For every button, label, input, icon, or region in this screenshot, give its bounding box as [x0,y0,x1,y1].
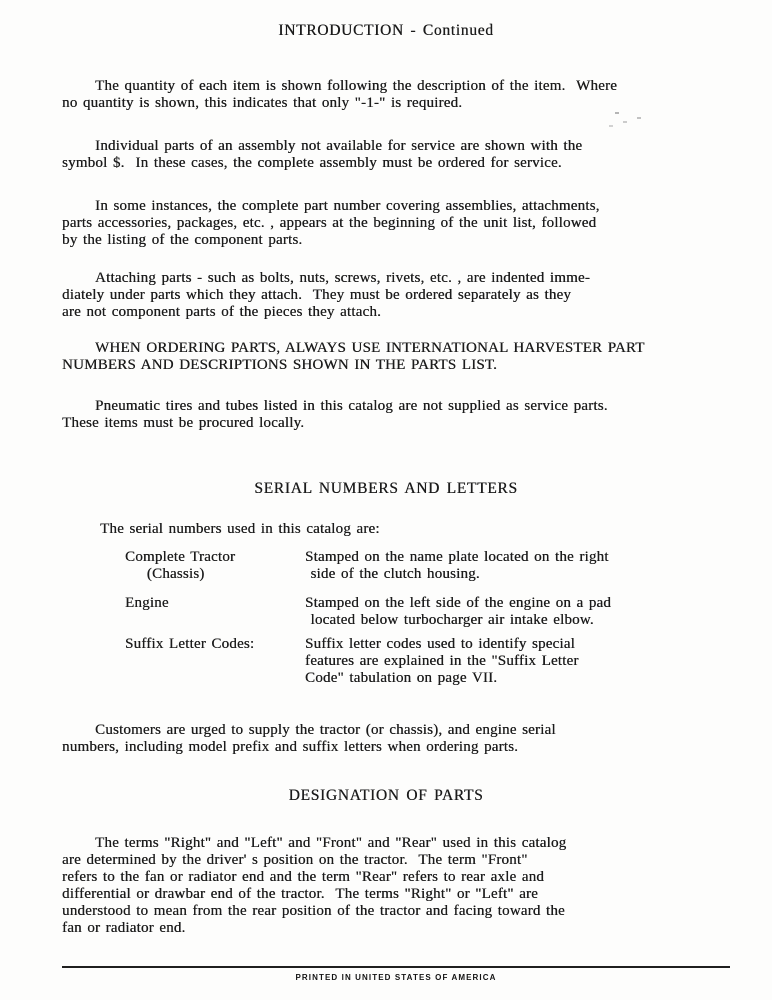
text-line: diately under parts which they attach. They must be ordered separately as they [62,287,572,303]
text-line: refers to the fan or radiator end and the term "Rear" refers to rear axle and [62,869,545,885]
printed-in-usa-note: PRINTED IN UNITED STATES OF AMERICA [295,973,497,982]
text-line: Attaching parts - such as bolts, nuts, screws, rivets, etc. , are indented imme- [95,270,590,286]
text-line: fan or radiator end. [62,920,186,936]
designation-paragraph [62,835,566,937]
intro-paragraph-partnumber [62,198,600,249]
text-line: The terms "Right" and "Left" and "Front" and "Rear" used in this catalog [95,835,567,851]
serial-closing-paragraph [62,722,556,756]
intro-paragraph-tires [62,398,608,432]
text-line: numbers, including model prefix and suffix letters when ordering parts. [62,739,519,755]
text-line: located below turbocharger air intake elbow. [305,612,594,628]
serial-numbers-lead: The serial numbers used in this catalog are: [100,521,380,537]
text-line: are determined by the driver' s position on the tractor. The term "Front" [62,852,528,868]
text-line: no quantity is shown, this indicates that only "-1-" is required. [62,95,463,111]
intro-paragraph-quantity [62,78,617,112]
serial-entry-description [305,549,609,583]
serial-entry-term [125,595,169,612]
footer-rule [62,966,730,968]
text-line: These items must be procured locally. [62,415,305,431]
text-line: Stamped on the left side of the engine on a pad [305,595,611,611]
text-line: symbol $. In these cases, the complete assembly must be ordered for service. [62,155,562,171]
text-line: WHEN ORDERING PARTS, ALWAYS USE INTERNATIONAL HARVESTER PART [95,340,645,356]
text-line: In some instances, the complete part number covering assemblies, attachments, [95,198,600,214]
text-line: features are explained in the "Suffix Letter [305,653,579,669]
text-line: are not component parts of the pieces they attach. [62,304,381,320]
text-line: understood to mean from the rear position of the tractor and facing toward the [62,903,565,919]
serial-entry-term [125,636,254,653]
intro-paragraph-ordering [62,340,645,374]
serial-entry-description [305,595,611,629]
designation-of-parts-heading: DESIGNATION OF PARTS [288,787,484,804]
serial-entry-description [305,636,579,687]
text-line: Code" tabulation on page VII. [305,670,498,686]
text-line: Individual parts of an assembly not available for service are shown with the [95,138,583,154]
text-line: by the listing of the component parts. [62,232,303,248]
scan-artifact [615,112,619,114]
intro-paragraph-attaching [62,270,590,321]
text-line: Suffix letter codes used to identify special [305,636,575,652]
text-line: differential or drawbar end of the tractor. The terms "Right" or "Left" are [62,886,538,902]
serial-entry-term [125,549,235,583]
text-line: NUMBERS AND DESCRIPTIONS SHOWN IN THE PARTS LIST. [62,357,498,373]
text-line: side of the clutch housing. [305,566,480,582]
text-line: Pneumatic tires and tubes listed in this catalog are not supplied as service parts. [95,398,608,414]
serial-numbers-heading: SERIAL NUMBERS AND LETTERS [254,480,518,497]
text-line: parts accessories, packages, etc. , appears at the beginning of the unit list, followed [62,215,597,231]
page-title: INTRODUCTION - Continued [278,22,494,39]
text-line: Customers are urged to supply the tractor (or chassis), and engine serial [95,722,556,738]
text-line: Complete Tractor [125,549,236,565]
text-line: The quantity of each item is shown following the description of the item. Where [95,78,618,94]
text-line: Suffix Letter Codes: [125,636,255,652]
text-line: (Chassis) [125,566,205,582]
text-line: Stamped on the name plate located on the right [305,549,609,565]
text-line: Engine [125,595,169,611]
intro-paragraph-symbol [62,138,582,172]
